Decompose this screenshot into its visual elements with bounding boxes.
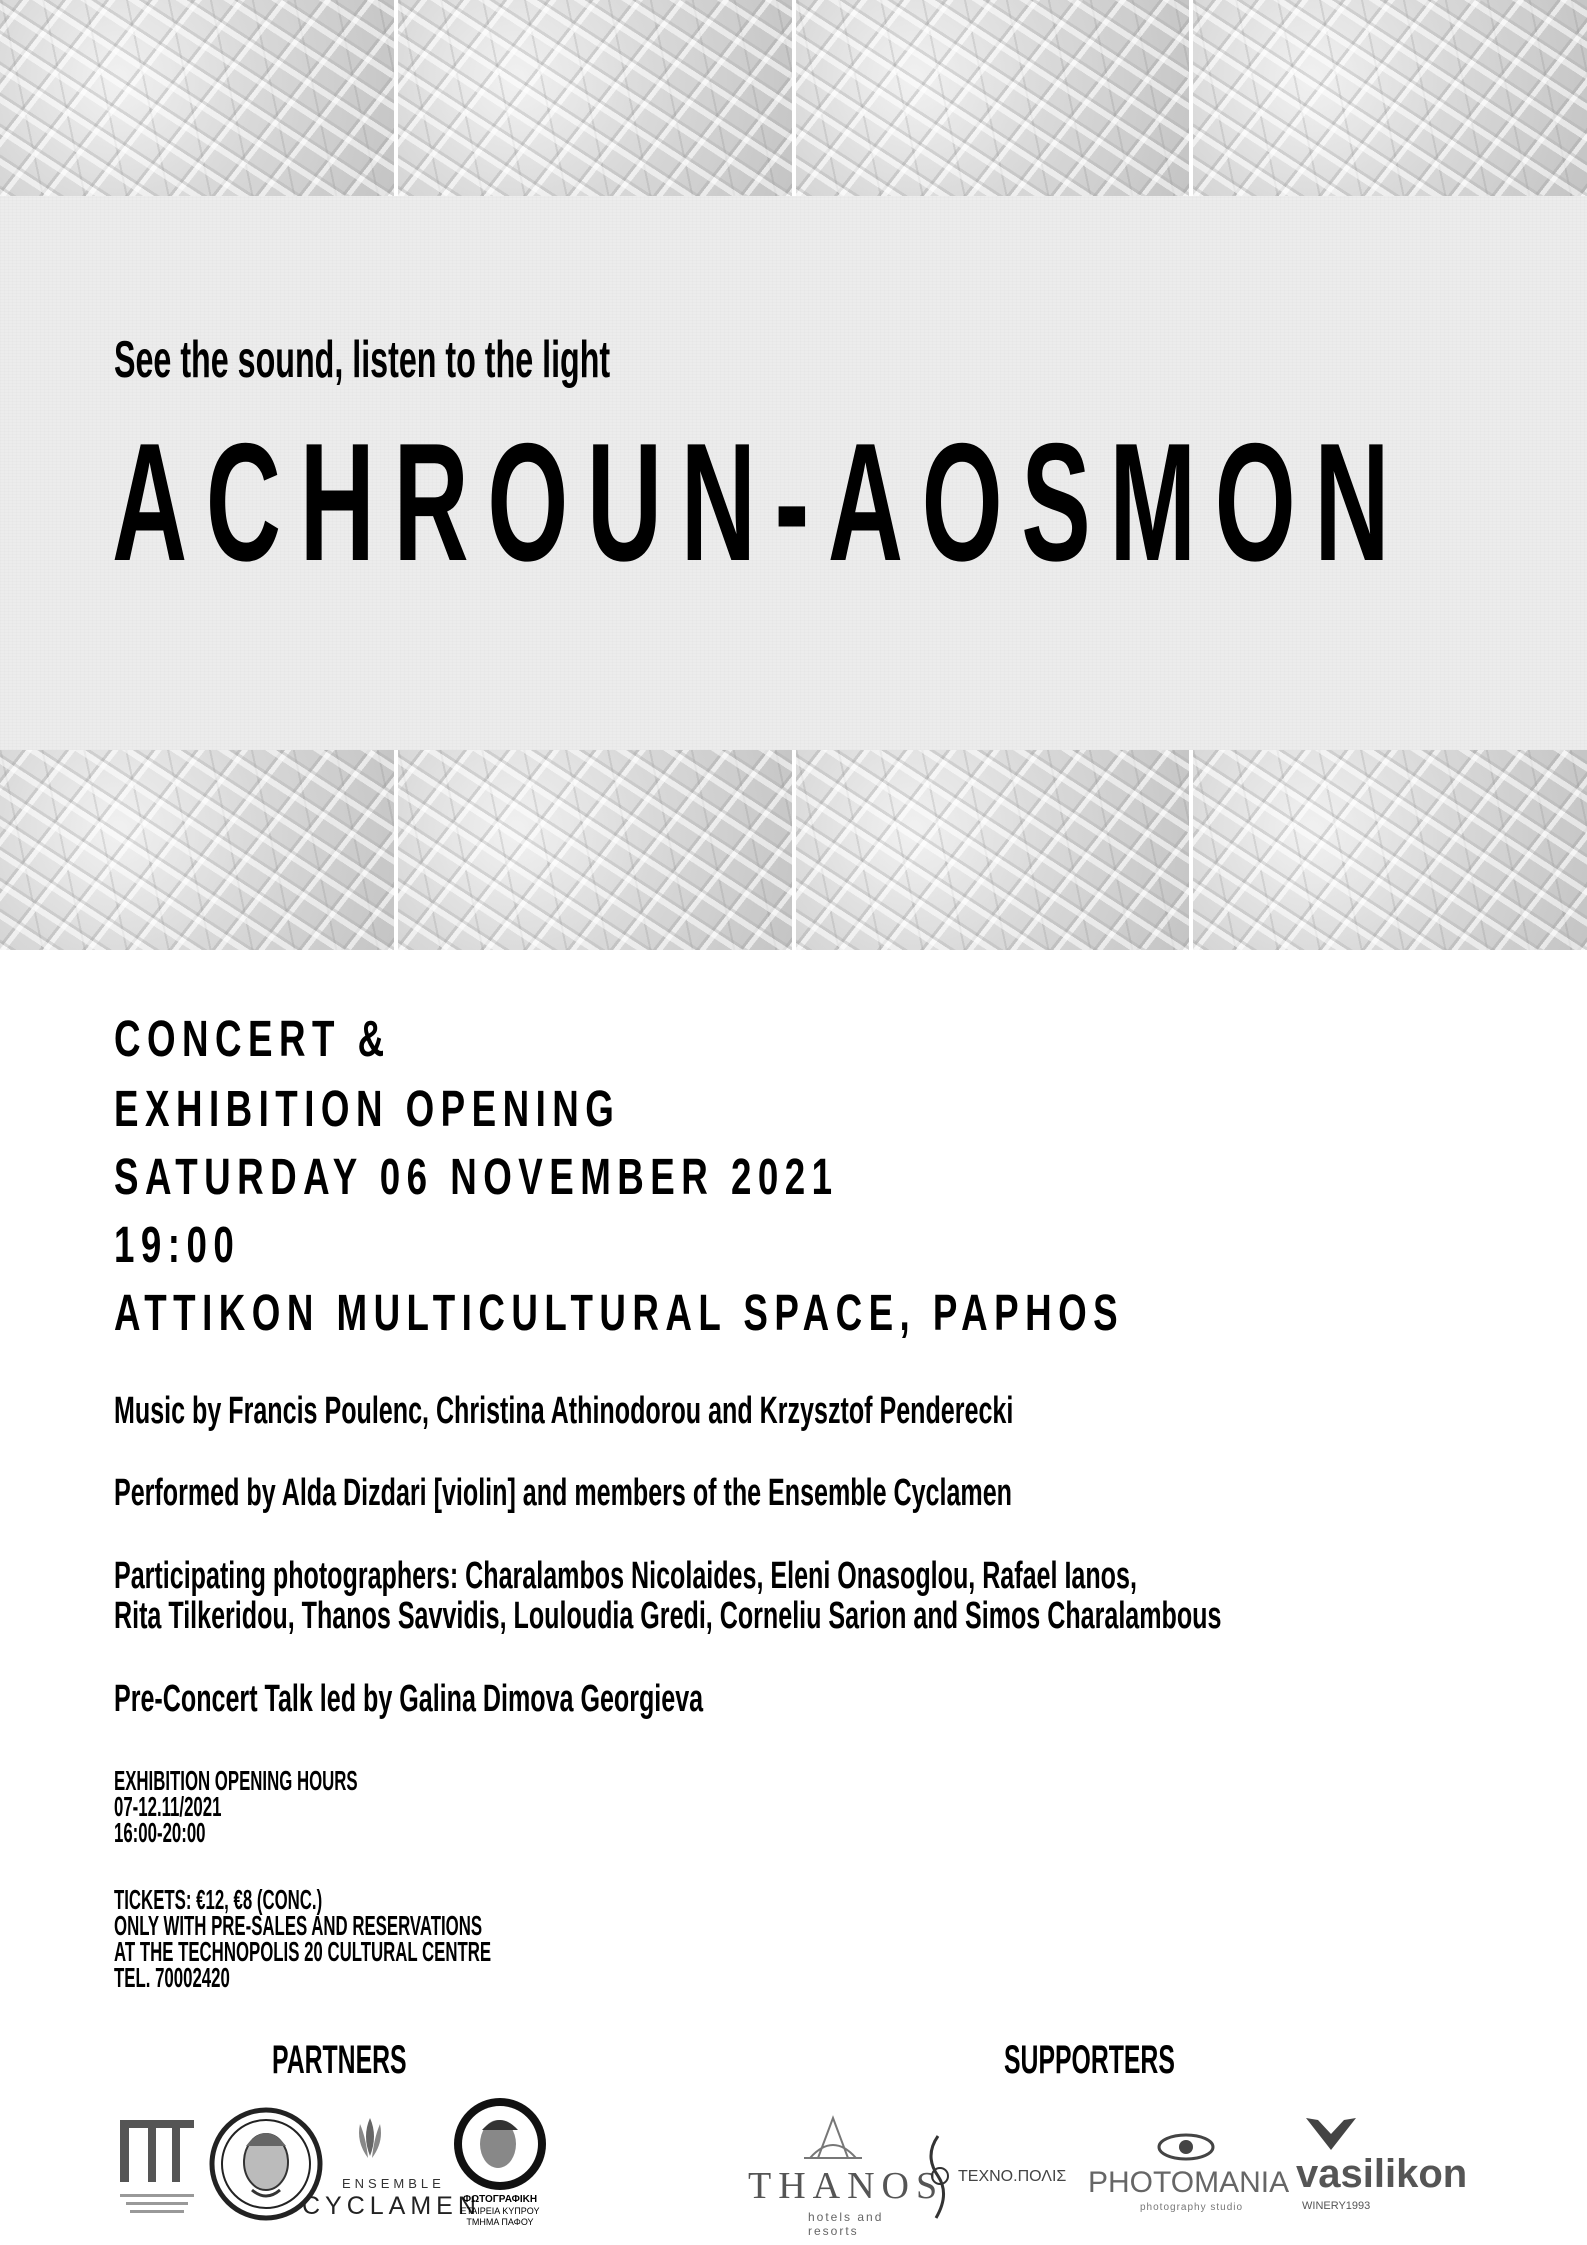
paper-tile bbox=[1193, 750, 1587, 950]
event-type-line: EXHIBITION OPENING bbox=[114, 1080, 621, 1137]
tickets-price: TICKETS: €12, €8 (CONC.) bbox=[114, 1884, 323, 1915]
paper-tile bbox=[398, 750, 792, 950]
photomania-tagline: photography studio bbox=[1140, 2202, 1244, 2213]
paper-tile bbox=[796, 0, 1190, 196]
hours-dates: 07-12.11/2021 bbox=[114, 1791, 222, 1822]
event-time: 19:00 bbox=[114, 1216, 241, 1273]
photographer-credits: Participating photographers: Charalambos Nicolaides, Eleni Onasoglou, Rafael Ianos, bbox=[114, 1555, 1137, 1597]
society-country: ΕΤΑΙΡΕΙΑ ΚΥΠΡΟΥ bbox=[460, 2206, 540, 2216]
paper-tile bbox=[0, 750, 394, 950]
partners-heading: PARTNERS bbox=[272, 2038, 407, 2082]
technopolis-logo bbox=[920, 2132, 1080, 2224]
crumpled-paper-band-bottom bbox=[0, 750, 1587, 950]
ensemble-cyclamen-logo bbox=[300, 2110, 481, 2222]
event-type-line: CONCERT & bbox=[114, 1010, 391, 1067]
paper-tile bbox=[0, 0, 394, 196]
poster-title: ACHROUN-AOSMON bbox=[112, 408, 1409, 596]
photomania-name: PHOTOMANIA bbox=[1088, 2166, 1290, 2199]
photomania-logo bbox=[1088, 2132, 1290, 2222]
society-name: ΦΩΤΟΓΡΑΦΙΚΗ bbox=[462, 2194, 538, 2205]
photographer-credits-continued: Rita Tilkeridou, Thanos Savvidis, Louloudia Gredi, Corneliu Sarion and Simos Charalambous bbox=[114, 1595, 1222, 1637]
event-date: SATURDAY 06 NOVEMBER 2021 bbox=[114, 1148, 839, 1205]
thanos-tagline: hotels and resorts bbox=[808, 2210, 884, 2238]
event-venue: ATTIKON MULTICULTURAL SPACE, PAPHOS bbox=[114, 1284, 1125, 1341]
hours-label: EXHIBITION OPENING HOURS bbox=[114, 1765, 358, 1796]
supporters-heading: SUPPORTERS bbox=[1004, 2038, 1175, 2082]
cyclamen-label: CYCLAMEN bbox=[302, 2192, 481, 2220]
paper-tile bbox=[398, 0, 792, 196]
technopolis-name: ΤΕΧΝΟ.ΠΟΛΙΣ bbox=[958, 2168, 1067, 2185]
thanos-name: THANOS bbox=[748, 2165, 945, 2207]
performer-credits: Performed by Alda Dizdari [violin] and members of the Ensemble Cyclamen bbox=[114, 1472, 1013, 1514]
tickets-phone: TEL. 70002420 bbox=[114, 1962, 230, 1993]
ensemble-label: ENSEMBLE bbox=[342, 2176, 445, 2191]
hours-times: 16:00-20:00 bbox=[114, 1817, 206, 1848]
music-credits: Music by Francis Poulenc, Christina Athinodorou and Krzysztof Penderecki bbox=[114, 1390, 1014, 1432]
photographic-society-logo bbox=[448, 2096, 552, 2230]
vasilikon-name: vasilikon bbox=[1296, 2152, 1468, 2196]
tickets-note: ONLY WITH PRE-SALES AND RESERVATIONS bbox=[114, 1910, 483, 1941]
thanos-hotels-logo bbox=[748, 2112, 945, 2238]
tagline: See the sound, listen to the light bbox=[114, 331, 611, 389]
vasilikon-winery-logo bbox=[1296, 2112, 1472, 2216]
vasilikon-tagline: WINERY1993 bbox=[1302, 2200, 1371, 2212]
crumpled-paper-band-top bbox=[0, 0, 1587, 196]
paper-tile bbox=[1193, 0, 1587, 196]
tickets-venue: AT THE TECHNOPOLIS 20 CULTURAL CENTRE bbox=[114, 1936, 492, 1967]
talk-credits: Pre-Concert Talk led by Galina Dimova Georgieva bbox=[114, 1678, 704, 1720]
ministry-logo bbox=[116, 2112, 198, 2222]
society-branch: ΤΜΗΜΑ ΠΑΦΟΥ bbox=[466, 2217, 534, 2227]
paper-tile bbox=[796, 750, 1190, 950]
